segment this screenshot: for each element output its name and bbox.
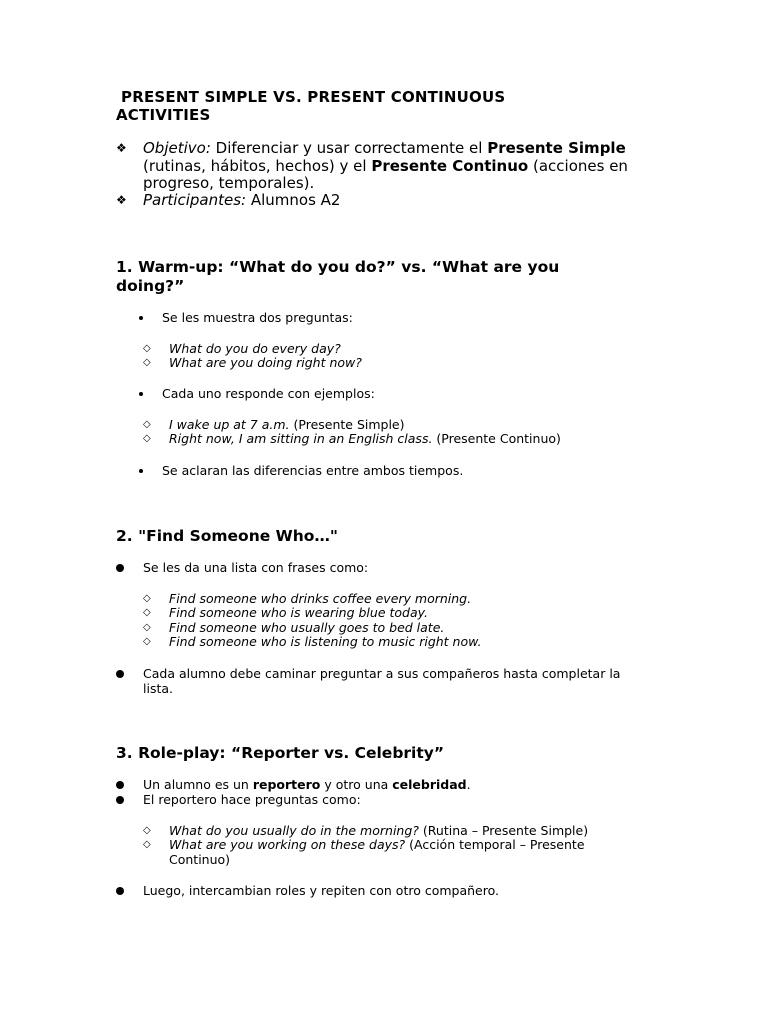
diamond-bullet-icon: ◇	[143, 636, 151, 647]
question-item: What do you do every day?	[169, 341, 341, 356]
diamond-bullet-icon: ◇	[143, 825, 151, 836]
question-item: What are you working on these days? (Acción temporal – Presente Continuo)	[169, 837, 585, 867]
diamond-bullet-icon: ◇	[143, 607, 151, 618]
fancy-bullet-icon: ❖	[116, 141, 127, 155]
section-1-title: 1. Warm-up: “What do you do?” vs. “What are you doing?”	[116, 258, 560, 295]
diamond-bullet-icon: ◇	[143, 419, 151, 430]
page-title	[116, 88, 636, 124]
diamond-bullet-icon: ◇	[143, 593, 151, 604]
objective-label: Objetivo:	[143, 139, 211, 157]
example-item: Right now, I am sitting in an English class. (Presente Continuo)	[169, 431, 561, 446]
section-2-title: 2. "Find Someone Who…"	[116, 527, 338, 545]
find-item: Find someone who usually goes to bed late.	[169, 620, 445, 635]
question-item: What are you doing right now?	[169, 355, 362, 370]
title-line-1: PRESENT SIMPLE VS. PRESENT CONTINUOUS	[121, 88, 506, 106]
diamond-bullet-icon: ◇	[143, 357, 151, 368]
find-item: Find someone who is listening to music right now.	[169, 634, 482, 649]
bullet-dot-icon	[116, 796, 124, 804]
section-1-bullet-1: Se les muestra dos preguntas:	[162, 310, 353, 325]
section-3-bullet-1: Un alumno es un reportero y otro una celebridad.	[143, 777, 471, 792]
section-1-bullet-2: Cada uno responde con ejemplos:	[162, 386, 375, 401]
section-1-bullet-3: Se aclaran las diferencias entre ambos tiempos.	[162, 463, 464, 478]
section-2-bullet-2: Cada alumno debe caminar preguntar a sus compañeros hasta completar la lista.	[143, 666, 621, 696]
section-3-bullet-2: El reportero hace preguntas como:	[143, 792, 361, 807]
bullet-dot-icon	[139, 316, 143, 320]
example-item: I wake up at 7 a.m. (Presente Simple)	[169, 417, 405, 432]
title-line-2: ACTIVITIES	[116, 106, 211, 124]
diamond-bullet-icon: ◇	[143, 622, 151, 633]
find-item: Find someone who drinks coffee every morning.	[169, 591, 472, 606]
diamond-bullet-icon: ◇	[143, 343, 151, 354]
bullet-dot-icon	[139, 392, 143, 396]
participants-text	[143, 192, 663, 210]
bullet-dot-icon	[116, 564, 124, 572]
question-item: What do you usually do in the morning? (Rutina – Presente Simple)	[169, 823, 589, 838]
diamond-bullet-icon: ◇	[143, 433, 151, 444]
section-2-bullet-1: Se les da una lista con frases como:	[143, 560, 369, 575]
objective-text: Objetivo: Diferenciar y usar correctamente el Presente Simple (rutinas, hábitos, hechos) y el Presente Continuo (acciones en progreso, temporales).	[143, 139, 628, 192]
participants-label: Participantes:	[143, 191, 247, 209]
participants-value: Alumnos A2	[246, 191, 341, 209]
find-item: Find someone who is wearing blue today.	[169, 605, 429, 620]
bullet-dot-icon	[139, 469, 143, 473]
bullet-dot-icon	[116, 781, 124, 789]
bullet-dot-icon	[116, 670, 124, 678]
section-3-title: 3. Role-play: “Reporter vs. Celebrity”	[116, 744, 445, 762]
section-3-bullet-3: Luego, intercambian roles y repiten con otro compañero.	[143, 883, 500, 898]
fancy-bullet-icon: ❖	[116, 193, 127, 207]
bullet-dot-icon	[116, 887, 124, 895]
diamond-bullet-icon: ◇	[143, 839, 151, 850]
